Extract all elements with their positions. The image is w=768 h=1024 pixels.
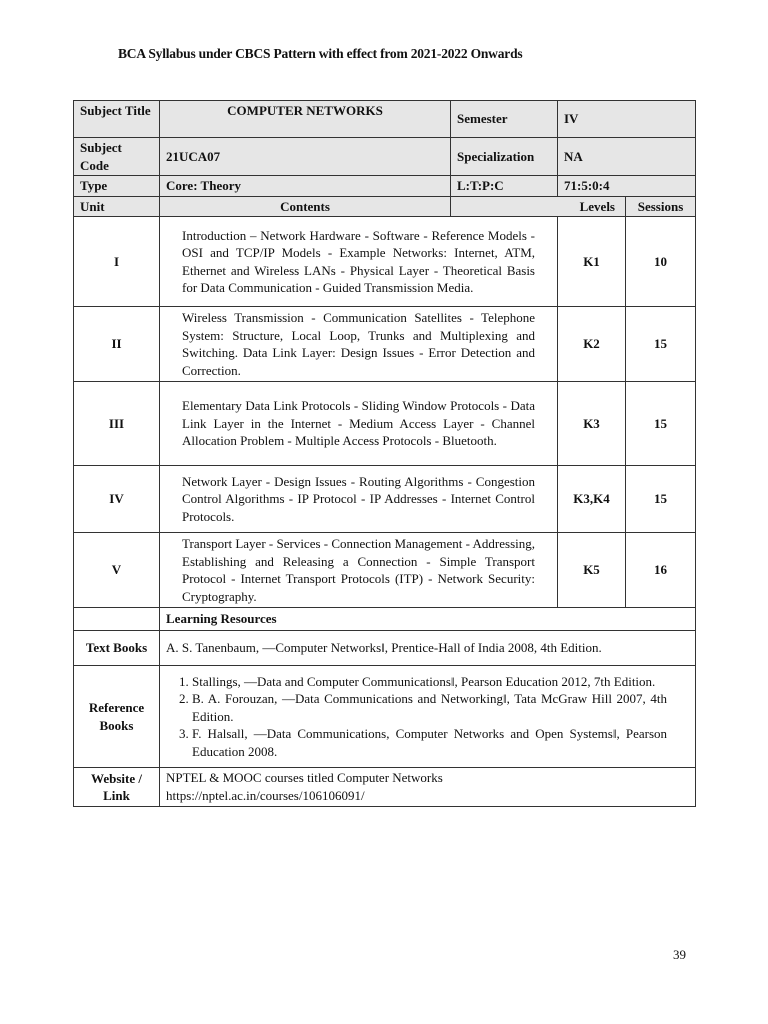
type-label: Type bbox=[74, 176, 160, 197]
unit-row-4 bbox=[74, 466, 696, 533]
semester-value: IV bbox=[558, 101, 696, 138]
unit-sessions: 15 bbox=[626, 466, 696, 533]
unit-number: II bbox=[74, 307, 160, 382]
unit-sessions: 15 bbox=[626, 382, 696, 466]
reference-book-item: 2. B. A. Forouzan, ―Data Communications and Networking‖, Tata McGraw Hill 2007, 4th Edition. bbox=[192, 690, 689, 725]
unit-number: V bbox=[74, 533, 160, 608]
unit-level: K5 bbox=[558, 533, 626, 608]
unit-number: I bbox=[74, 217, 160, 307]
type-value: Core: Theory bbox=[160, 176, 451, 197]
unit-sessions: 15 bbox=[626, 307, 696, 382]
subject-title-row bbox=[74, 101, 696, 138]
unit-sessions: 10 bbox=[626, 217, 696, 307]
subject-code: 21UCA07 bbox=[160, 138, 451, 176]
specialization-value: NA bbox=[558, 138, 696, 176]
subject-code-row bbox=[74, 138, 696, 176]
reference-books-cell bbox=[160, 666, 696, 768]
unit-row-5 bbox=[74, 533, 696, 608]
unit-row-1 bbox=[74, 217, 696, 307]
unit-row-3 bbox=[74, 382, 696, 466]
website-row bbox=[74, 768, 696, 807]
ltpc-value: 71:5:0:4 bbox=[558, 176, 696, 197]
website-cell bbox=[160, 768, 696, 807]
text-books-label: Text Books bbox=[74, 631, 160, 666]
column-header-row bbox=[74, 196, 696, 217]
unit-contents: Elementary Data Link Protocols - Sliding Window Protocols - Data Link Layer in the Internet - Medium Access Layer - Channel Allocation Problem - Multiple Access Protocols - Bluetooth. bbox=[160, 382, 558, 466]
unit-row-2 bbox=[74, 307, 696, 382]
website-description: NPTEL & MOOC courses titled Computer Networks bbox=[166, 770, 443, 785]
unit-column-header: Unit bbox=[74, 196, 160, 217]
type-row bbox=[74, 176, 696, 197]
subject-title-label: Subject Title bbox=[74, 101, 160, 138]
subject-title: COMPUTER NETWORKS bbox=[160, 101, 451, 138]
unit-sessions: 16 bbox=[626, 533, 696, 608]
semester-label: Semester bbox=[451, 101, 558, 138]
reference-books-label: Reference Books bbox=[74, 666, 160, 768]
reference-books-list bbox=[166, 673, 689, 761]
unit-number: III bbox=[74, 382, 160, 466]
levels-column-header: Levels bbox=[451, 196, 626, 217]
website-link[interactable]: https://nptel.ac.in/courses/106106091/ bbox=[166, 787, 365, 803]
text-books-value: A. S. Tanenbaum, ―Computer Networks‖, Prentice-Hall of India 2008, 4th Edition. bbox=[160, 631, 696, 666]
document-header: BCA Syllabus under CBCS Pattern with effect from 2021-2022 Onwards bbox=[118, 46, 523, 61]
learning-resources-heading: Learning Resources bbox=[160, 608, 696, 631]
unit-level: K1 bbox=[558, 217, 626, 307]
text-books-row bbox=[74, 631, 696, 666]
reference-book-item: 3. F. Halsall, ―Data Communications, Computer Networks and Open Systems‖, Pearson Education 2008. bbox=[192, 725, 689, 760]
specialization-label: Specialization bbox=[451, 138, 558, 176]
unit-level: K3,K4 bbox=[558, 466, 626, 533]
unit-number: IV bbox=[74, 466, 160, 533]
reference-book-item: 1. Stallings, ―Data and Computer Communications‖, Pearson Education 2012, 7th Edition. bbox=[192, 673, 689, 691]
website-label: Website / Link bbox=[74, 768, 160, 807]
contents-column-header: Contents bbox=[160, 196, 451, 217]
unit-level: K2 bbox=[558, 307, 626, 382]
sessions-column-header: Sessions bbox=[626, 196, 696, 217]
unit-level: K3 bbox=[558, 382, 626, 466]
learning-resources-row bbox=[74, 608, 696, 631]
unit-contents: Network Layer - Design Issues - Routing Algorithms - Congestion Control Algorithms - IP Protocol - IP Addresses - Internet Control Protocols. bbox=[160, 466, 558, 533]
subject-code-label: Subject Code bbox=[74, 138, 160, 176]
unit-contents: Introduction – Network Hardware - Software - Reference Models - OSI and TCP/IP Models - Example Networks: Internet, ATM, Ethernet and Wireless LANs - Physical Layer - Theoretical Basis for Data Communication - Guided Transmission Media. bbox=[160, 217, 558, 307]
page-number: 39 bbox=[673, 947, 686, 962]
syllabus-table bbox=[73, 100, 696, 807]
unit-contents: Transport Layer - Services - Connection Management - Addressing, Establishing and Releasing a Connection - Simple Transport Protocol - Internet Transport Protocols (ITP) - Network Security: Cryptography. bbox=[160, 533, 558, 608]
unit-contents: Wireless Transmission - Communication Satellites - Telephone System: Structure, Local Loop, Trunks and Multiplexing and Switching. Data Link Layer: Design Issues - Error Detection and Correction. bbox=[160, 307, 558, 382]
reference-books-row bbox=[74, 666, 696, 768]
ltpc-label: L:T:P:C bbox=[451, 176, 558, 197]
